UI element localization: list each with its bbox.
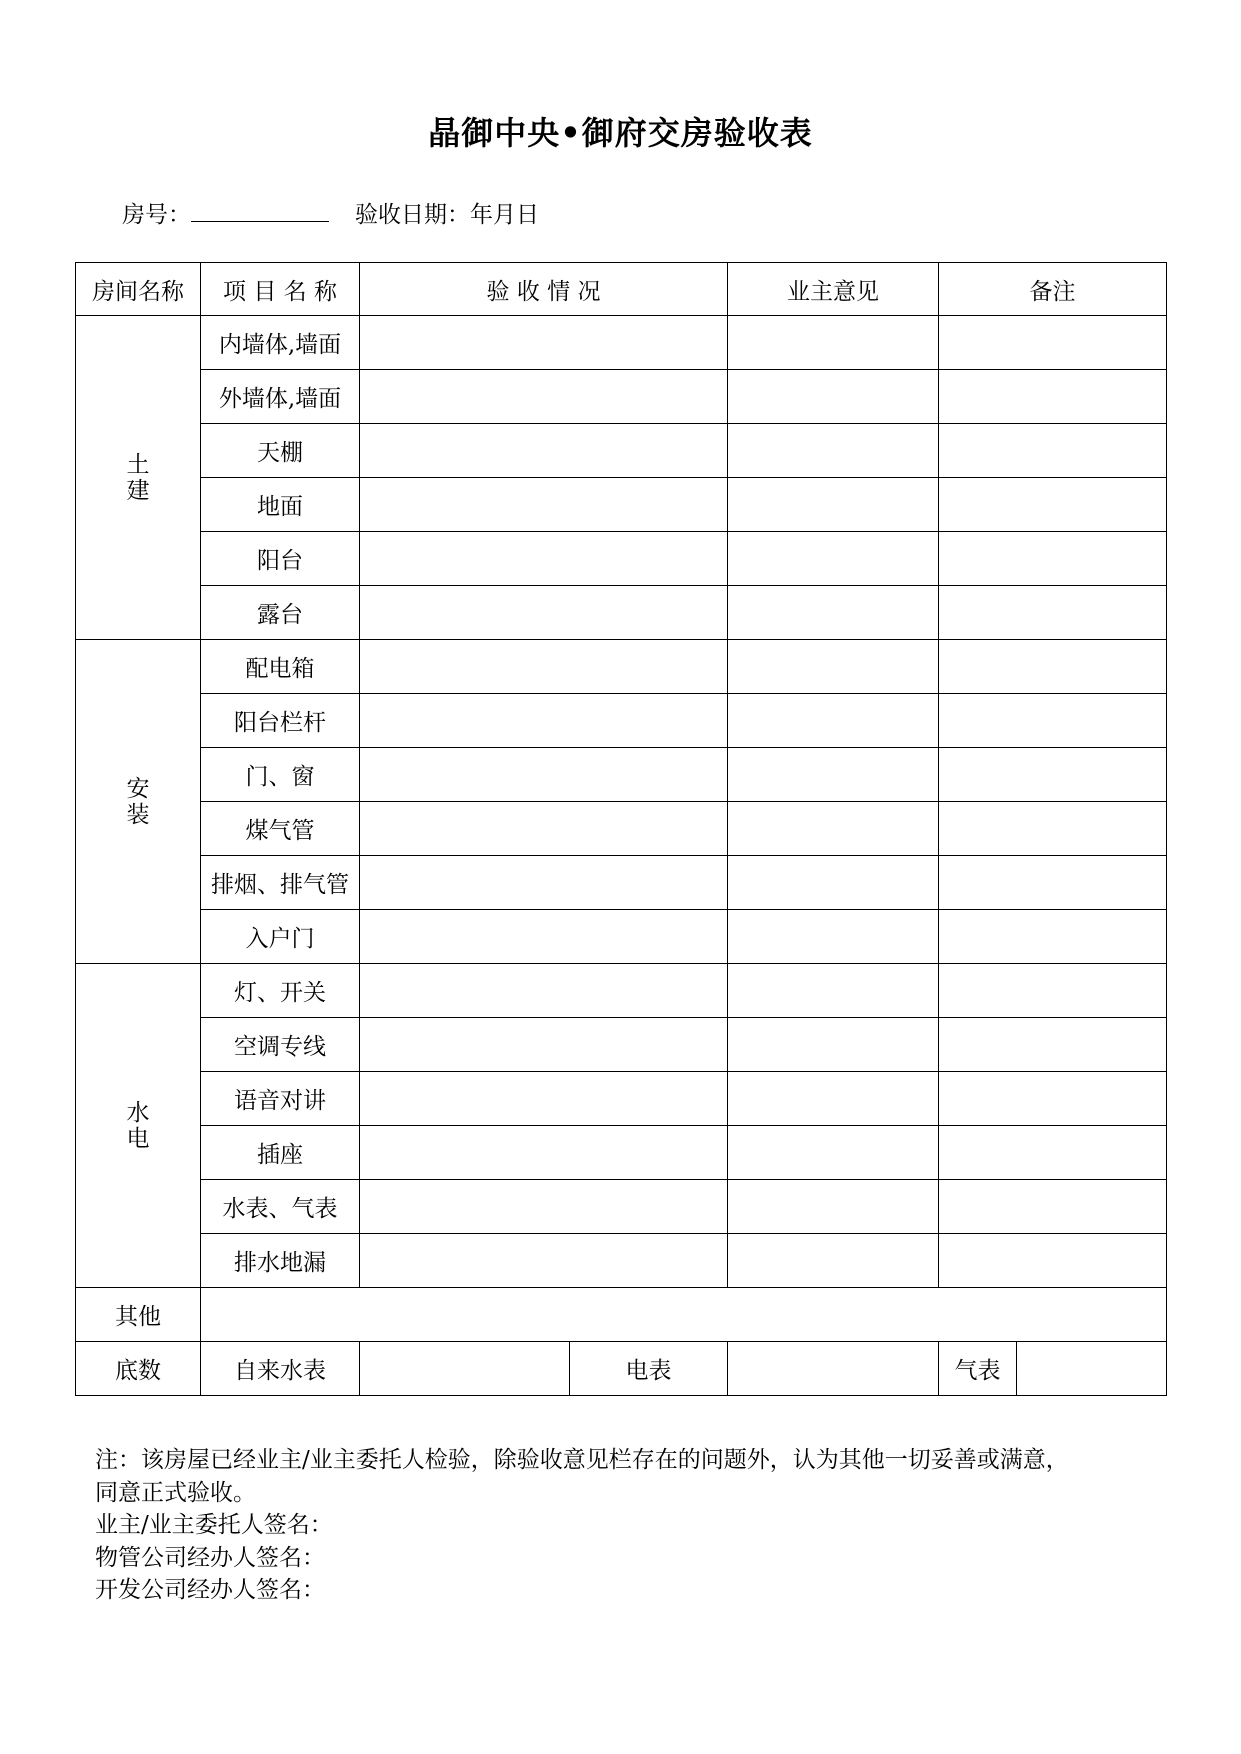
group-label-utilities: 水 电 — [76, 964, 201, 1288]
remarks-cell[interactable] — [939, 316, 1167, 370]
remarks-cell[interactable] — [939, 1018, 1167, 1072]
owner-opinion-cell[interactable] — [728, 1180, 939, 1234]
notes-statement-line1: 注：该房屋已经业主/业主委托人检验，除验收意见栏存在的问题外，认为其他一切妥善或满意， — [95, 1447, 1069, 1473]
owner-opinion-cell[interactable] — [728, 532, 939, 586]
owner-opinion-cell[interactable] — [728, 1126, 939, 1180]
item-name: 语音对讲 — [201, 1072, 360, 1126]
item-name: 空调专线 — [201, 1018, 360, 1072]
owner-opinion-cell[interactable] — [728, 856, 939, 910]
owner-opinion-cell[interactable] — [728, 748, 939, 802]
item-name: 外墙体,墙面 — [201, 370, 360, 424]
inspection-status-cell[interactable] — [360, 1180, 728, 1234]
inspection-status-cell[interactable] — [360, 856, 728, 910]
notes-statement-line2: 同意正式验收。 — [95, 1479, 256, 1506]
owner-opinion-cell[interactable] — [728, 316, 939, 370]
inspection-status-cell[interactable] — [360, 910, 728, 964]
header-inspection-status: 验 收 情 况 — [360, 263, 728, 316]
item-name: 水表、气表 — [201, 1180, 360, 1234]
remarks-cell[interactable] — [939, 694, 1167, 748]
remarks-cell[interactable] — [939, 1126, 1167, 1180]
inspection-status-cell[interactable] — [360, 1018, 728, 1072]
inspection-status-cell[interactable] — [360, 802, 728, 856]
inspection-status-cell[interactable] — [360, 1234, 728, 1288]
group-label-installation: 安 装 — [76, 640, 201, 964]
owner-opinion-cell[interactable] — [728, 1018, 939, 1072]
inspection-status-cell[interactable] — [360, 748, 728, 802]
table-row — [76, 856, 1167, 910]
inspection-status-cell[interactable] — [360, 1126, 728, 1180]
owner-opinion-cell[interactable] — [728, 1234, 939, 1288]
table-row — [76, 694, 1167, 748]
remarks-cell[interactable] — [939, 532, 1167, 586]
table-row — [76, 1018, 1167, 1072]
remarks-cell[interactable] — [939, 910, 1167, 964]
item-name: 阳台 — [201, 532, 360, 586]
water-meter-value-cell[interactable] — [360, 1342, 570, 1396]
property-signature-label: 物管公司经办人签名： — [95, 1544, 325, 1571]
remarks-cell[interactable] — [939, 586, 1167, 640]
header-owner-opinion: 业主意见 — [728, 263, 939, 316]
inspection-status-cell[interactable] — [360, 586, 728, 640]
remarks-cell[interactable] — [939, 1072, 1167, 1126]
item-name: 煤气管 — [201, 802, 360, 856]
item-name: 配电箱 — [201, 640, 360, 694]
owner-opinion-cell[interactable] — [728, 1072, 939, 1126]
item-name: 插座 — [201, 1126, 360, 1180]
header-remarks: 备注 — [939, 263, 1167, 316]
remarks-cell[interactable] — [939, 856, 1167, 910]
owner-opinion-cell[interactable] — [728, 910, 939, 964]
inspection-status-cell[interactable] — [360, 478, 728, 532]
table-row — [76, 586, 1167, 640]
header-room-name: 房间名称 — [76, 263, 201, 316]
header-item-name: 项 目 名 称 — [201, 263, 360, 316]
inspection-status-cell[interactable] — [360, 964, 728, 1018]
owner-opinion-cell[interactable] — [728, 370, 939, 424]
page-title: 晶御中央•御府交房验收表 — [428, 114, 813, 152]
remarks-cell[interactable] — [939, 1234, 1167, 1288]
remarks-cell[interactable] — [939, 748, 1167, 802]
item-name: 排烟、排气管 — [201, 856, 360, 910]
notes-section — [95, 1444, 1175, 1607]
table-row — [76, 1180, 1167, 1234]
owner-signature-label: 业主/业主委托人签名： — [95, 1512, 333, 1538]
owner-opinion-cell[interactable] — [728, 478, 939, 532]
table-row — [76, 316, 1167, 370]
inspection-status-cell[interactable] — [360, 316, 728, 370]
inspection-status-cell[interactable] — [360, 370, 728, 424]
other-notes-cell[interactable] — [201, 1288, 1167, 1342]
item-name: 入户门 — [201, 910, 360, 964]
owner-opinion-cell[interactable] — [728, 694, 939, 748]
table-row — [76, 964, 1167, 1018]
other-row — [76, 1288, 1167, 1342]
remarks-cell[interactable] — [939, 1180, 1167, 1234]
table-row — [76, 1126, 1167, 1180]
table-row — [76, 640, 1167, 694]
remarks-cell[interactable] — [939, 370, 1167, 424]
item-name: 天棚 — [201, 424, 360, 478]
table-row — [76, 478, 1167, 532]
owner-opinion-cell[interactable] — [728, 424, 939, 478]
group-label-civil: 土 建 — [76, 316, 201, 640]
other-label: 其他 — [76, 1288, 201, 1342]
table-row — [76, 748, 1167, 802]
remarks-cell[interactable] — [939, 640, 1167, 694]
inspection-status-cell[interactable] — [360, 1072, 728, 1126]
inspection-status-cell[interactable] — [360, 424, 728, 478]
meter-reading-row — [76, 1342, 1167, 1396]
item-name: 灯、开关 — [201, 964, 360, 1018]
water-meter-label: 自来水表 — [201, 1342, 360, 1396]
table-row — [76, 1234, 1167, 1288]
remarks-cell[interactable] — [939, 802, 1167, 856]
inspection-date-label: 验收日期：年月日 — [355, 202, 539, 228]
table-row — [76, 370, 1167, 424]
gas-meter-value-cell[interactable] — [1017, 1342, 1167, 1396]
remarks-cell[interactable] — [939, 424, 1167, 478]
owner-opinion-cell[interactable] — [728, 586, 939, 640]
table-header-row — [76, 263, 1167, 316]
remarks-cell[interactable] — [939, 964, 1167, 1018]
table-row — [76, 532, 1167, 586]
inspection-status-cell[interactable] — [360, 694, 728, 748]
item-name: 露台 — [201, 586, 360, 640]
table-row — [76, 1072, 1167, 1126]
item-name: 地面 — [201, 478, 360, 532]
electric-meter-value-cell[interactable] — [728, 1342, 939, 1396]
table-row — [76, 424, 1167, 478]
gas-meter-label: 气表 — [939, 1342, 1017, 1396]
inspection-status-cell[interactable] — [360, 532, 728, 586]
room-number-field[interactable] — [191, 199, 329, 222]
remarks-cell[interactable] — [939, 478, 1167, 532]
owner-opinion-cell[interactable] — [728, 640, 939, 694]
electric-meter-label: 电表 — [570, 1342, 728, 1396]
table-row — [76, 910, 1167, 964]
inspection-table — [75, 262, 1167, 1396]
base-reading-label: 底数 — [76, 1342, 201, 1396]
owner-opinion-cell[interactable] — [728, 964, 939, 1018]
form-meta — [122, 196, 539, 229]
item-name: 内墙体,墙面 — [201, 316, 360, 370]
inspection-status-cell[interactable] — [360, 640, 728, 694]
item-name: 阳台栏杆 — [201, 694, 360, 748]
item-name: 门、窗 — [201, 748, 360, 802]
item-name: 排水地漏 — [201, 1234, 360, 1288]
room-number-label: 房号： — [122, 202, 191, 228]
table-row — [76, 802, 1167, 856]
owner-opinion-cell[interactable] — [728, 802, 939, 856]
developer-signature-label: 开发公司经办人签名： — [95, 1577, 325, 1603]
